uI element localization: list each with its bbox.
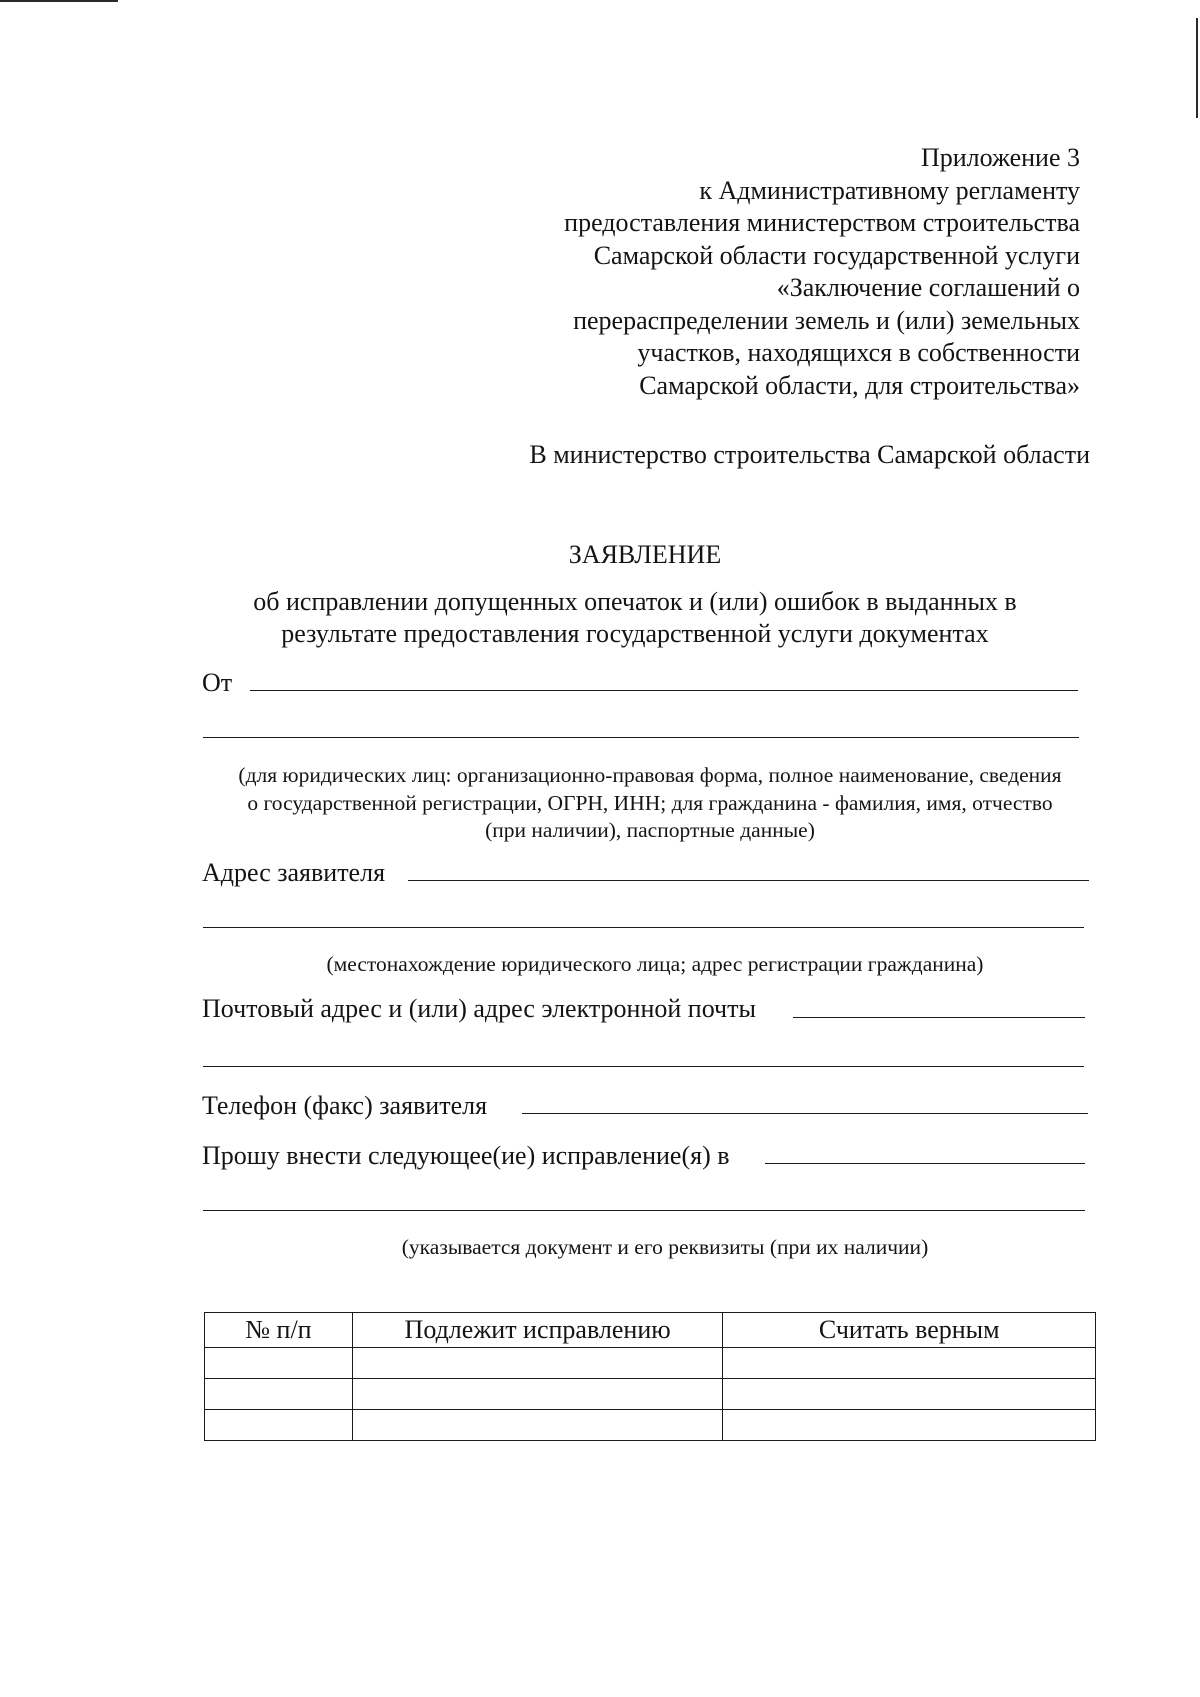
table-row: [205, 1410, 1096, 1441]
address-label: Адрес заявителя: [202, 858, 386, 887]
scan-edge-top: [0, 0, 118, 2]
postal-label: Почтовый адрес и (или) адрес электронной почты: [202, 994, 756, 1023]
request-label: Прошу внести следующее(ие) исправление(я) в: [202, 1141, 730, 1170]
table-cell[interactable]: [723, 1379, 1096, 1410]
table-cell[interactable]: [205, 1410, 353, 1441]
subtitle-line: об исправлении допущенных опечаток и (или) ошибок в выданных в: [253, 587, 1017, 616]
table-row: [205, 1348, 1096, 1379]
scan-edge-right: [1196, 18, 1198, 118]
header-line: перераспределении земель и (или) земельных: [573, 305, 1080, 335]
from-field-line-2[interactable]: [203, 737, 1079, 738]
postal-field-line-2[interactable]: [203, 1066, 1084, 1067]
table-cell[interactable]: [205, 1348, 353, 1379]
table-row: [205, 1379, 1096, 1410]
note-line: (для юридических лиц: организационно-правовая форма, полное наименование, сведения: [238, 763, 1062, 787]
from-field-line-1[interactable]: [250, 690, 1078, 691]
request-note: (указывается документ и его реквизиты (при их наличии): [401, 1235, 929, 1259]
table-cell[interactable]: [723, 1410, 1096, 1441]
header-line: Самарской области, для строительства»: [639, 370, 1080, 400]
table-header-row: [205, 1313, 1096, 1348]
request-field-line-1[interactable]: [765, 1163, 1085, 1164]
header-line: «Заключение соглашений о: [776, 273, 1080, 302]
postal-field-line-1[interactable]: [793, 1017, 1085, 1018]
header-line: участков, находящихся в собственности: [637, 338, 1080, 367]
request-field-line-2[interactable]: [203, 1210, 1085, 1211]
recipient: В министерство строительства Самарской области: [529, 440, 1090, 469]
document-title: ЗАЯВЛЕНИЕ: [568, 540, 722, 569]
corrections-table: [204, 1312, 1096, 1441]
document-subtitle: [200, 586, 1070, 650]
table-cell[interactable]: [352, 1348, 723, 1379]
phone-field-line[interactable]: [522, 1113, 1088, 1114]
table-cell[interactable]: [352, 1410, 723, 1441]
address-note: (местонахождение юридического лица; адрес регистрации гражданина): [326, 952, 984, 976]
table-cell[interactable]: [352, 1379, 723, 1410]
header-line: Приложение 3: [920, 143, 1080, 172]
header-line: предоставления министерством строительства: [564, 208, 1080, 237]
subtitle-line: результате предоставления государственной услуги документах: [281, 619, 989, 648]
table-cell[interactable]: [723, 1348, 1096, 1379]
column-header-number: № п/п: [205, 1313, 353, 1348]
note-line: о государственной регистрации, ОГРН, ИНН; для гражданина - фамилия, имя, отчество: [247, 790, 1053, 815]
from-note: [200, 762, 1100, 845]
from-label: От: [202, 668, 233, 697]
table-cell[interactable]: [205, 1379, 353, 1410]
note-line: (при наличии), паспортные данные): [485, 818, 815, 842]
phone-label: Телефон (факс) заявителя: [202, 1091, 488, 1120]
column-header-correct-value: Считать верным: [723, 1313, 1096, 1348]
header-line: Самарской области государственной услуги: [593, 240, 1080, 270]
address-field-line-2[interactable]: [203, 927, 1084, 928]
header-line: к Административному регламенту: [699, 175, 1080, 205]
column-header-to-correct: Подлежит исправлению: [352, 1313, 723, 1348]
address-field-line-1[interactable]: [408, 880, 1089, 881]
appendix-header: [520, 142, 1080, 402]
